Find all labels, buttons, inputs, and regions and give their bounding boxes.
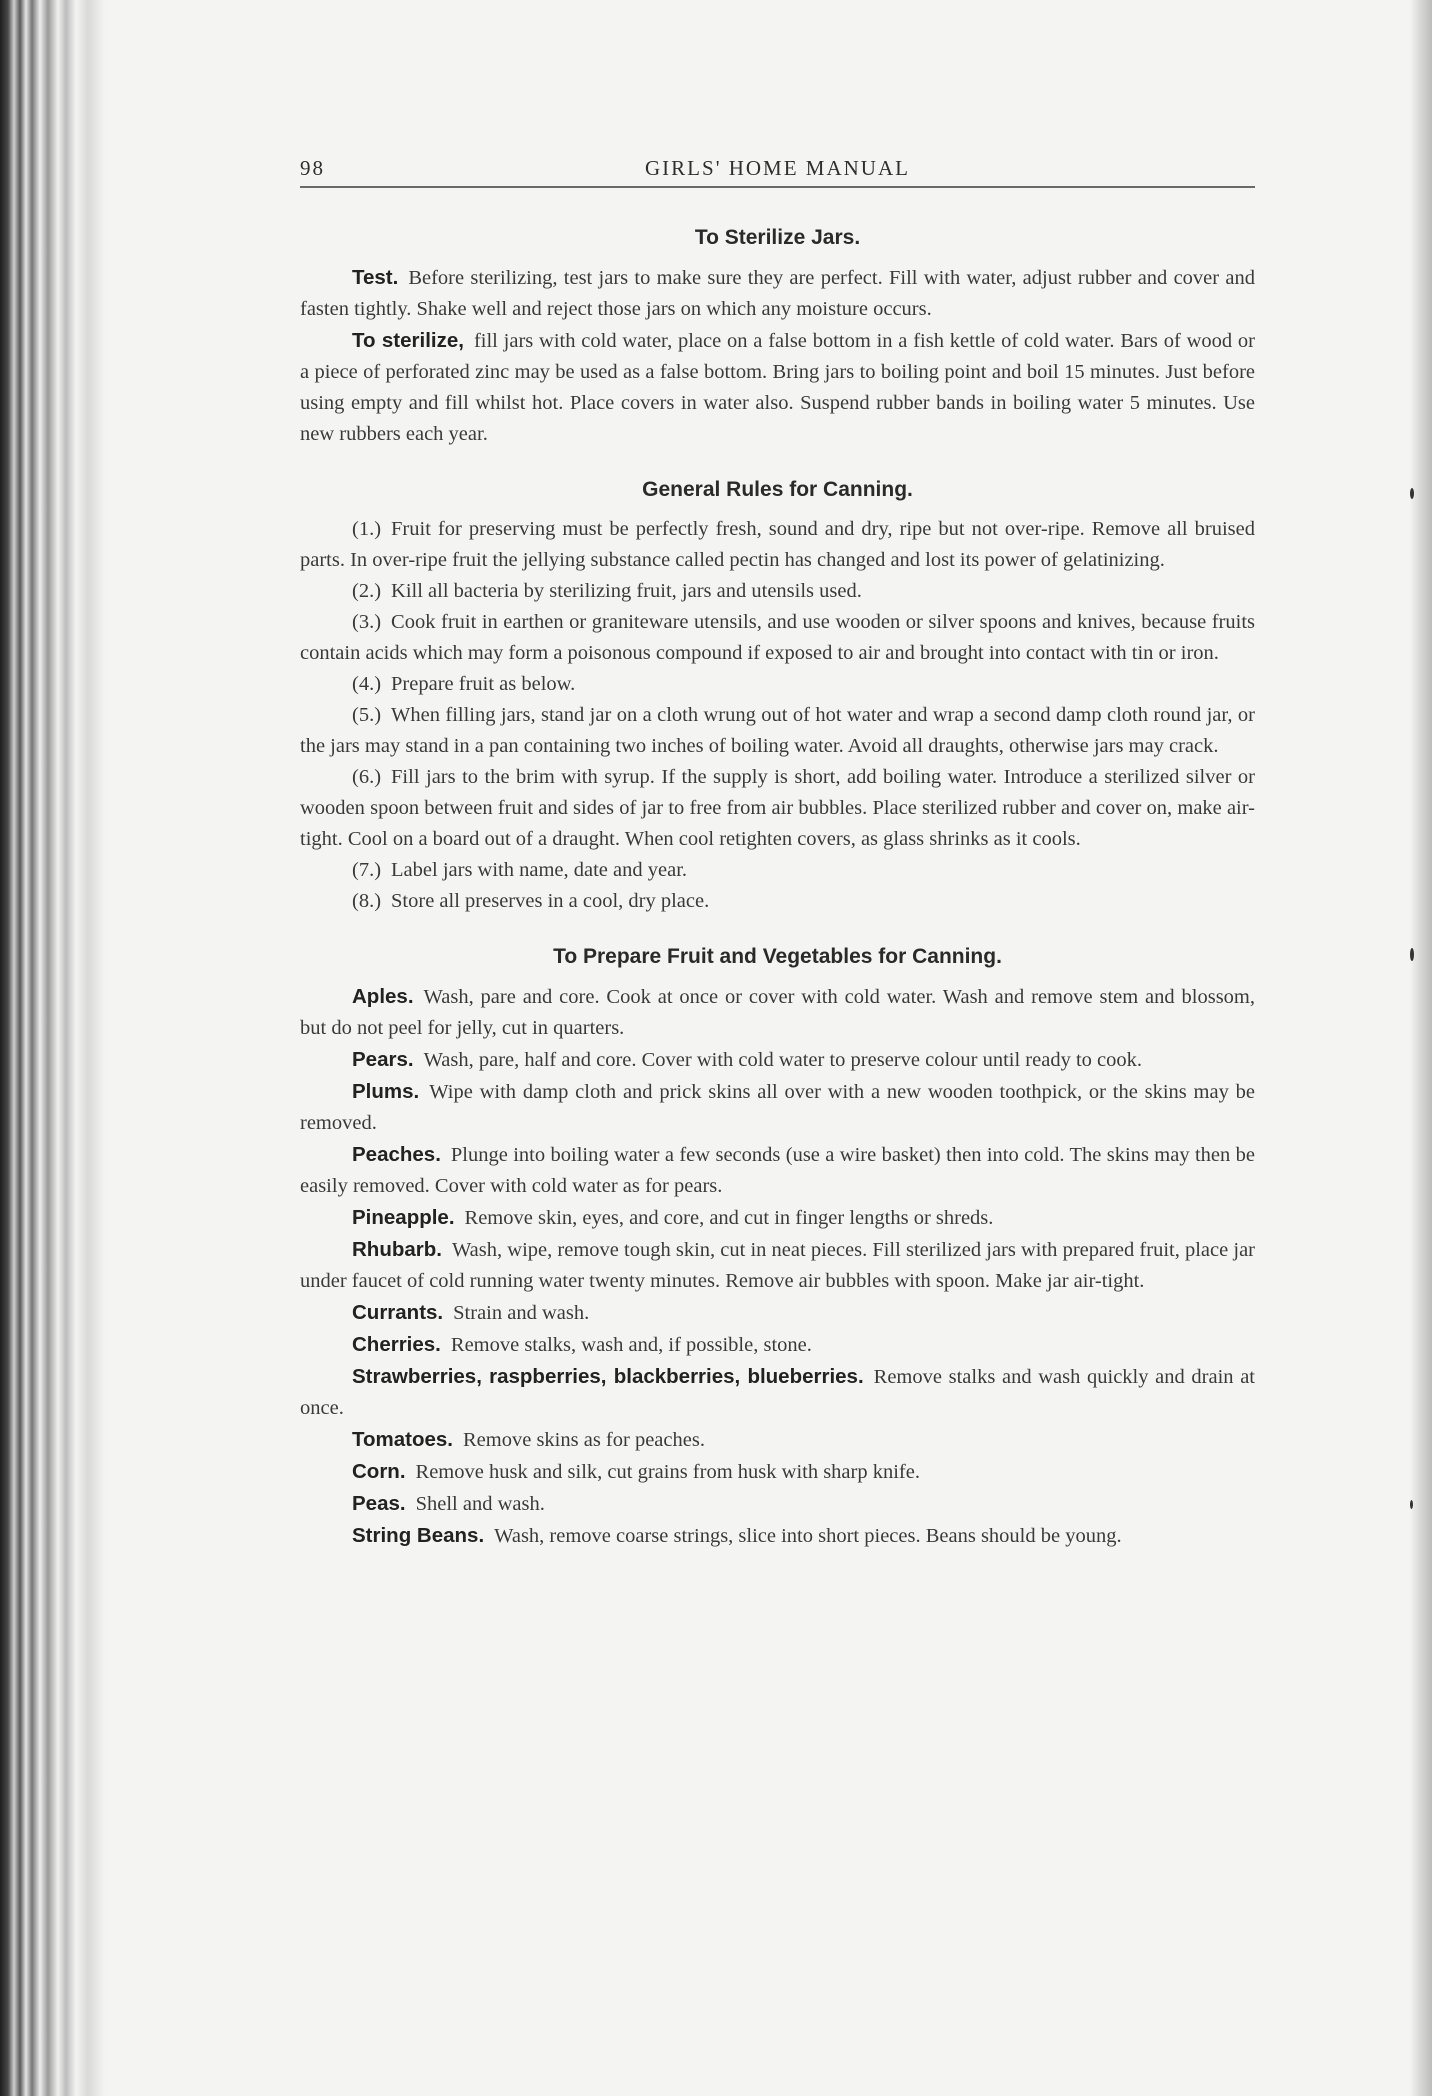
paragraph [300, 1202, 1255, 1234]
paragraph-text: Cook fruit in earthen or graniteware utensils, and use wooden or silver spoons and knives, because fruits contain acids which may form a poisonous compound if exposed to air and brought into contact with tin or iron. [300, 611, 1255, 664]
scan-speck [1410, 488, 1414, 499]
paragraph [300, 1234, 1255, 1297]
paragraph-text: Prepare fruit as below. [391, 673, 576, 695]
paragraph-lead: Currants. [352, 1301, 444, 1324]
paragraph-lead: Pears. [352, 1048, 414, 1071]
paragraph-text: Remove stalks, wash and, if possible, stone. [450, 1334, 812, 1356]
paragraph-text: Wipe with damp cloth and prick skins all over with a new wooden toothpick, or the skins may be removed. [300, 1081, 1255, 1134]
paragraph-lead: Test. [352, 266, 399, 289]
paragraph [300, 762, 1255, 855]
rule-number: (1.) [352, 518, 382, 540]
rule-number: (2.) [352, 580, 382, 602]
paragraph [300, 1329, 1255, 1361]
rule-number: (5.) [352, 704, 382, 726]
paragraph-lead: Peas. [352, 1492, 406, 1515]
paragraph-lead: Rhubarb. [352, 1238, 442, 1261]
paragraph [300, 1361, 1255, 1424]
paragraph-text: Label jars with name, date and year. [391, 859, 688, 881]
paragraph [300, 669, 1255, 700]
paragraph-lead: Tomatoes. [352, 1428, 453, 1451]
rule-number: (7.) [352, 859, 382, 881]
paragraph [300, 700, 1255, 762]
running-header [300, 150, 1255, 188]
paragraph-text: Fruit for preserving must be perfectly fresh, sound and dry, ripe but not over-ripe. Remove all bruised parts. In over-ripe fruit the jellying substance called pectin has changed and lost its power of gelatinizing. [300, 518, 1255, 571]
paragraph-lead: Strawberries, raspberries, blackberries, blueberries. [352, 1365, 864, 1388]
rule-number: (4.) [352, 673, 382, 695]
paragraph [300, 1520, 1255, 1552]
paragraph [300, 1044, 1255, 1076]
paragraph [300, 325, 1255, 450]
scan-speck [1410, 948, 1414, 961]
paragraph-text: Kill all bacteria by sterilizing fruit, jars and utensils used. [391, 580, 862, 602]
rule-number: (3.) [352, 611, 382, 633]
paragraph-text: Remove skin, eyes, and core, and cut in finger lengths or shreds. [464, 1207, 994, 1229]
paragraph [300, 1456, 1255, 1488]
paragraph-text: Remove stalks and wash quickly and drain at once. [300, 1366, 1255, 1419]
paragraph-text: Fill jars to the brim with syrup. If the supply is short, add boiling water. Introduce a sterilized silver or wooden spoon between fruit and sides of jar to free from air bubbles. Place sterilized rubber and cover on, make air-tight. Cool on a board out of a draught. When cool retighten covers, as glass shrinks as it cools. [300, 766, 1255, 850]
paragraph-text: Before sterilizing, test jars to make sure they are perfect. Fill with water, adjust rubber and cover and fasten tightly. Shake well and reject those jars on which any moisture occurs. [300, 267, 1255, 320]
paragraph-text: fill jars with cold water, place on a false bottom in a fish kettle of cold water. Bars of wood or a piece of perforated zinc may be used as a false bottom. Bring jars to boiling point and boil 15 minutes. Just before using empty and fill whilst hot. Place covers in water also. Suspend rubber bands in boiling water 5 minutes. Use new rubbers each year. [300, 330, 1255, 445]
paragraph-text: Wash, pare and core. Cook at once or cover with cold water. Wash and remove stem and blossom, but do not peel for jelly, cut in quarters. [300, 986, 1255, 1039]
paragraph-text: Plunge into boiling water a few seconds (use a wire basket) then into cold. The skins may then be easily removed. Cover with cold water as for pears. [300, 1144, 1255, 1197]
paragraph-lead: Corn. [352, 1460, 406, 1483]
paragraph [300, 981, 1255, 1044]
paragraph [300, 1488, 1255, 1520]
rule-number: (6.) [352, 766, 382, 788]
paragraph [300, 1076, 1255, 1139]
paragraph-lead: Cherries. [352, 1333, 441, 1356]
paragraph-text: Remove skins as for peaches. [463, 1429, 705, 1451]
paragraph [300, 514, 1255, 576]
paragraph-text: Wash, wipe, remove tough skin, cut in neat pieces. Fill sterilized jars with prepared fruit, place jar under faucet of cold running water twenty minutes. Remove air bubbles with spoon. Make jar air-tight. [300, 1239, 1255, 1292]
page-number: 98 [300, 156, 325, 180]
paragraph [300, 607, 1255, 669]
paragraph-lead: To sterilize, [352, 329, 464, 352]
paragraph [300, 576, 1255, 607]
section-heading: To Prepare Fruit and Vegetables for Canning. [553, 945, 1002, 968]
running-title: GIRLS' HOME MANUAL [645, 156, 910, 180]
paragraph-lead: Aples. [352, 985, 414, 1008]
page-content [300, 226, 1255, 1552]
paragraph [300, 1424, 1255, 1456]
book-binding-edge [0, 0, 105, 2096]
paragraph-lead: Peaches. [352, 1143, 441, 1166]
paragraph-text: Wash, remove coarse strings, slice into short pieces. Beans should be young. [494, 1525, 1122, 1547]
paragraph-lead: String Beans. [352, 1524, 485, 1547]
paragraph-text: When filling jars, stand jar on a cloth wrung out of hot water and wrap a second damp cloth round jar, or the jars may stand in a pan containing two inches of boiling water. Avoid all draughts, otherwise jars may crack. [300, 704, 1255, 757]
paragraph [300, 855, 1255, 886]
paragraph-text: Remove husk and silk, cut grains from husk with sharp knife. [415, 1461, 920, 1483]
paragraph-text: Shell and wash. [415, 1493, 545, 1515]
rule-number: (8.) [352, 890, 382, 912]
paragraph [300, 886, 1255, 917]
section-heading: To Sterilize Jars. [694, 226, 861, 249]
section-heading: General Rules for Canning. [642, 478, 913, 501]
paragraph-text: Strain and wash. [453, 1302, 590, 1324]
paragraph-lead: Pineapple. [352, 1206, 455, 1229]
paragraph [300, 1297, 1255, 1329]
paragraph-lead: Plums. [352, 1080, 420, 1103]
scan-speck [1410, 1500, 1413, 1509]
page-right-edge [1410, 0, 1432, 2096]
paragraph-text: Store all preserves in a cool, dry place. [391, 890, 710, 912]
book-page [300, 150, 1255, 1552]
paragraph [300, 1139, 1255, 1202]
paragraph [300, 262, 1255, 325]
paragraph-text: Wash, pare, half and core. Cover with cold water to preserve colour until ready to cook. [423, 1049, 1143, 1071]
